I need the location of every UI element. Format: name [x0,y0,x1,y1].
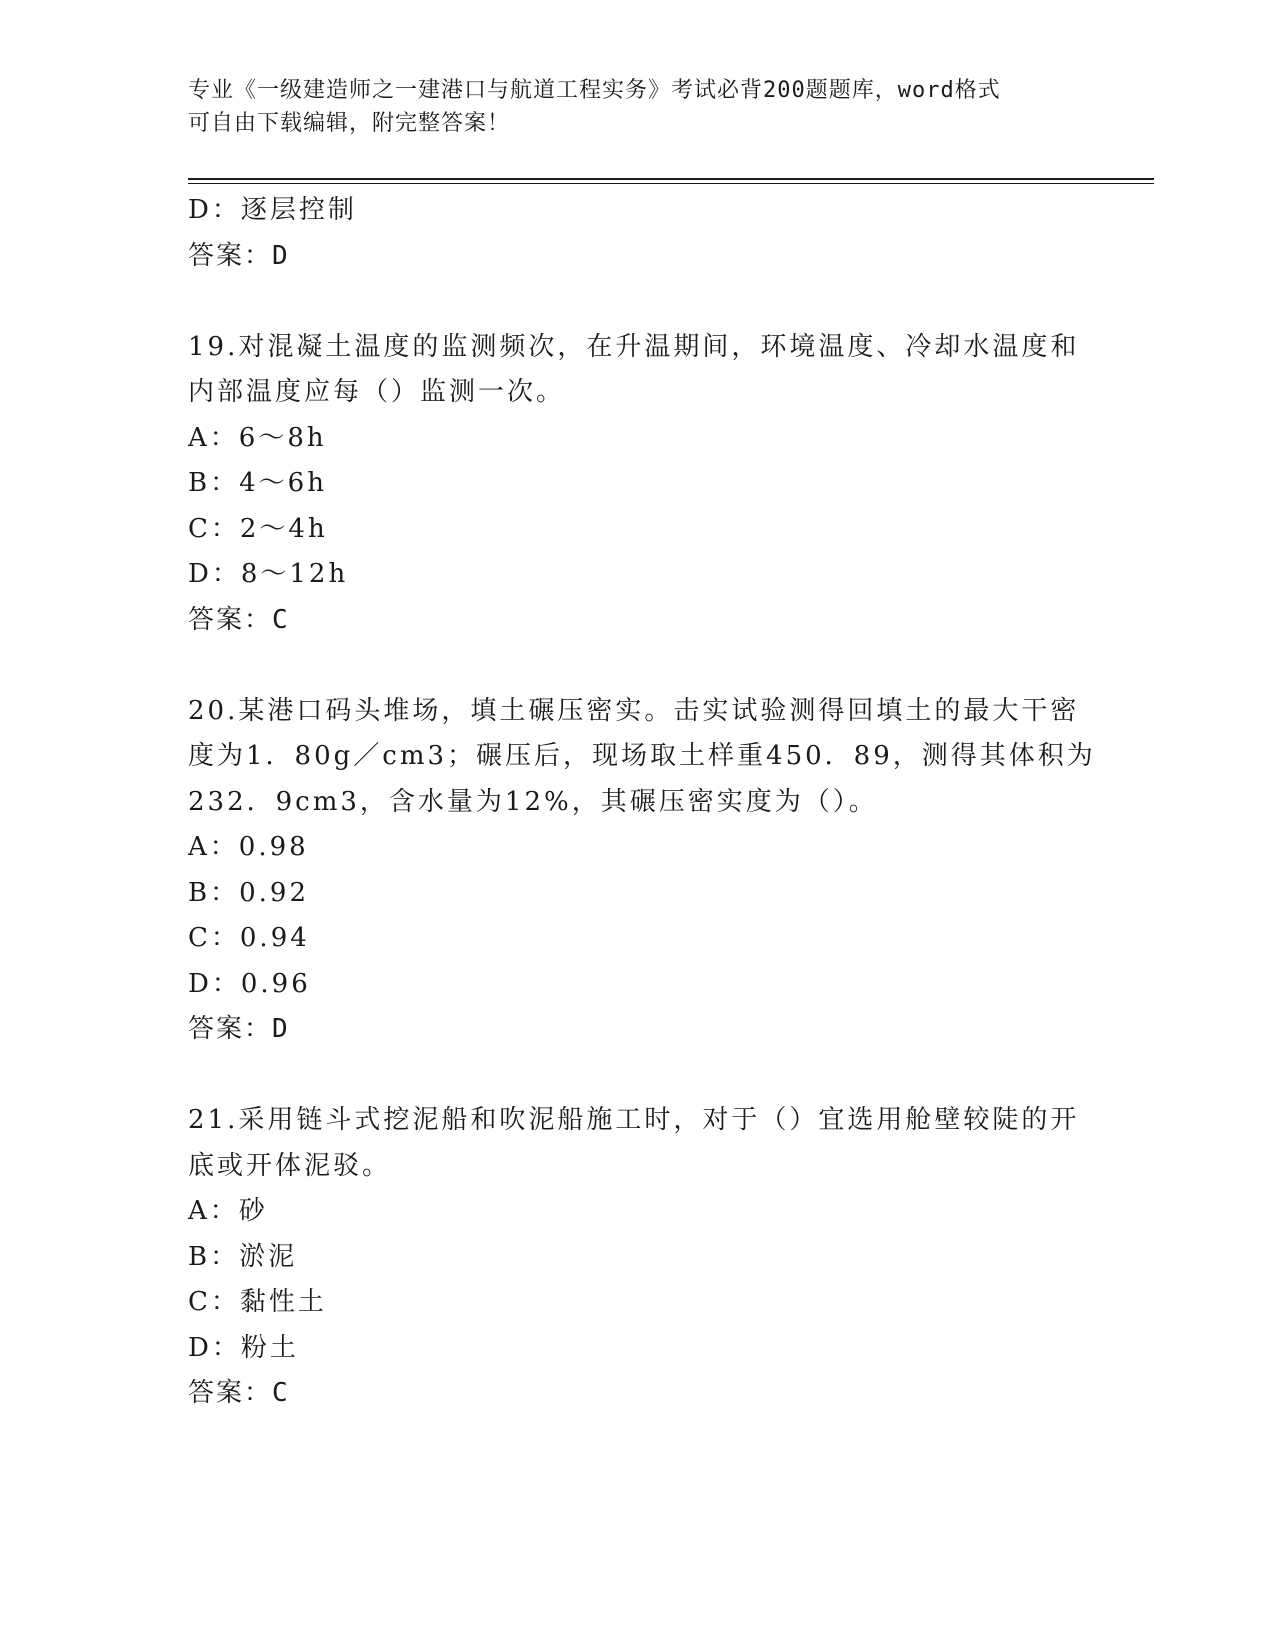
option-d: D：粉土 [188,1332,299,1363]
header-divider-thin [188,183,1154,184]
question-19 [188,325,1088,644]
question-content [188,188,1096,1417]
answer-line: 答案：C [188,604,290,635]
question-stem-line: 度为1．80g／cm3；碾压后，现场取土样重450．89，测得其体积为 [188,741,1096,771]
answer-line: 答案：D [188,1014,290,1044]
option-c: C：黏性土 [188,1287,327,1317]
option-a: A：砂 [188,1196,268,1226]
header-divider-thick [188,178,1154,180]
option-a: A：6～8h [188,422,327,453]
option-d: D：0.96 [188,968,311,999]
previous-question-tail [188,188,1088,279]
option-d: D：逐层控制 [188,195,357,225]
option-a: A：0.98 [188,832,309,862]
option-c: C：0.94 [188,923,310,953]
question-stem-line: 21.采用链斗式挖泥船和吹泥船施工时，对于（）宜选用舱壁较陡的开 [188,1105,1080,1135]
answer-line: 答案：C [188,1378,290,1408]
question-stem-line: 底或开体泥驳。 [188,1150,392,1181]
header-title-line-2: 可自由下载编辑，附完整答案！ [188,111,511,136]
answer-line: 答案：D [188,240,290,271]
spacer [188,643,1088,689]
question-20 [188,689,1096,1053]
question-stem-line: 19.对混凝土温度的监测频次，在升温期间，环境温度、冷却水温度和 [188,331,1080,362]
header-title-line-1: 专业《一级建造师之一建港口与航道工程实务》考试必背200题题库，word格式 [188,78,1001,103]
question-21 [188,1098,1088,1417]
option-d: D：8～12h [188,559,349,589]
question-stem-line: 232．9cm3，含水量为12%，其碾压密实度为（）。 [188,786,878,817]
option-c: C：2～4h [188,513,328,544]
option-b: B：0.92 [188,877,309,908]
question-stem-line: 内部温度应每（）监测一次。 [188,377,566,407]
option-b: B：4～6h [188,468,327,498]
spacer [188,1053,1088,1099]
page-header [188,74,1068,140]
spacer [188,279,1088,325]
option-b: B：淤泥 [188,1241,298,1272]
question-stem-line: 20.某港口码头堆场，填土碾压密实。击实试验测得回填土的最大干密 [188,695,1080,726]
